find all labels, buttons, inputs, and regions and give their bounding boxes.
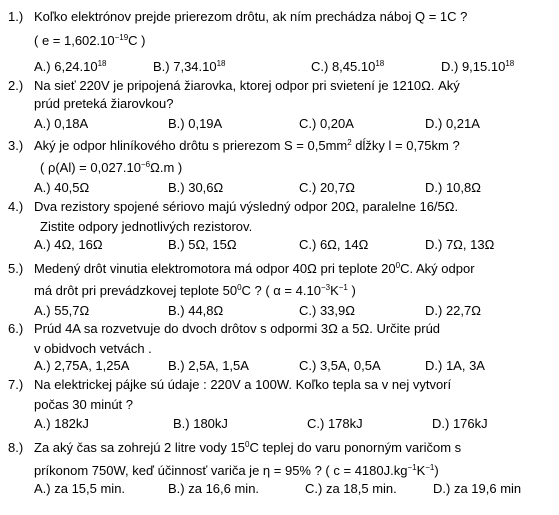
question-text-line xyxy=(34,321,440,337)
text-run: Aký je odpor hliníkového drôtu s prierezom S = 0,5mm xyxy=(34,138,348,153)
superscript: 0 xyxy=(245,440,250,449)
superscript: −1 xyxy=(338,283,348,292)
question-number: 5.) xyxy=(8,261,24,276)
question-number: 8.) xyxy=(8,440,24,455)
answer-option-b[interactable] xyxy=(168,303,223,319)
question-text-line xyxy=(34,341,152,357)
text-run: K xyxy=(416,463,426,478)
answer-option-c[interactable] xyxy=(311,59,384,75)
text-run: A.) 0,18A xyxy=(34,116,89,131)
text-run: C.) 0,20A xyxy=(299,116,354,131)
text-run: B.) 30,6Ω xyxy=(168,180,224,195)
text-run: Dva rezistory spojené sériovo majú výsledný odpor 20Ω, paralelne 16/5Ω. xyxy=(34,199,459,214)
text-run: B.) 0,19A xyxy=(168,116,223,131)
text-run: Za aký čas sa zohrejú 2 litre vody 15 xyxy=(34,440,245,455)
superscript: −1 xyxy=(425,463,435,472)
text-run: Ω.m ) xyxy=(150,160,183,175)
question-text-line xyxy=(34,397,133,413)
superscript: −19 xyxy=(114,33,129,42)
text-run: dĺžky l = 0,75km ? xyxy=(351,138,460,153)
answer-option-d[interactable] xyxy=(425,116,480,132)
text-run: K xyxy=(330,283,339,298)
text-run: B.) 180kJ xyxy=(173,416,228,431)
answer-option-b[interactable] xyxy=(168,116,222,132)
answer-option-c[interactable] xyxy=(299,358,381,374)
text-run: B.) 7,34.10 xyxy=(153,59,217,74)
superscript: 18 xyxy=(375,59,385,68)
text-run: C.) 20,7Ω xyxy=(299,180,355,195)
text-run: ( e = 1,602.10 xyxy=(34,33,115,48)
text-run: ( ρ(Al) = 0,027.10 xyxy=(40,160,141,175)
text-run: D.) 9,15.10 xyxy=(441,59,506,74)
answer-option-d[interactable] xyxy=(425,237,494,253)
text-run: A.) 6,24.10 xyxy=(34,59,98,74)
question-number: 6.) xyxy=(8,321,24,336)
answer-option-c[interactable] xyxy=(299,303,355,319)
answer-option-c[interactable] xyxy=(305,481,397,497)
text-run: C ? ( α = 4.10 xyxy=(241,283,321,298)
question-number: 7.) xyxy=(8,377,24,392)
superscript: 0 xyxy=(237,283,242,292)
text-run: má drôt pri prevádzkovej teplote 50 xyxy=(34,283,238,298)
text-run: C.) za 18,5 min. xyxy=(305,481,397,496)
text-run: ) xyxy=(347,283,356,298)
answer-option-d[interactable] xyxy=(441,59,514,75)
question-number: 1.) xyxy=(8,9,24,24)
answer-option-a[interactable] xyxy=(34,116,88,132)
answer-option-d[interactable] xyxy=(425,358,485,374)
text-run: Medený drôt vinutia elektromotora má odpor 40Ω pri teplote 20 xyxy=(34,261,396,276)
answer-option-c[interactable] xyxy=(299,116,354,132)
text-run: prúd preteká žiarovkou? xyxy=(34,96,174,111)
text-run: Prúd 4A sa rozvetvuje do dvoch drôtov s odpormi 3Ω a 5Ω. Určite prúd xyxy=(34,321,441,336)
text-run: C.) 8,45.10 xyxy=(311,59,376,74)
answer-option-a[interactable] xyxy=(34,416,89,432)
text-run: A.) 55,7Ω xyxy=(34,303,90,318)
text-run: C.) 33,9Ω xyxy=(299,303,355,318)
text-run: D.) za 19,6 min xyxy=(433,481,522,496)
text-run: C.) 3,5A, 0,5A xyxy=(299,358,381,373)
superscript: 18 xyxy=(216,59,226,68)
answer-option-d[interactable] xyxy=(433,481,521,497)
question-number: 2.) xyxy=(8,78,24,93)
text-run: D.) 22,7Ω xyxy=(425,303,481,318)
answer-option-a[interactable] xyxy=(34,237,103,253)
answer-option-a[interactable] xyxy=(34,358,129,374)
superscript: −6 xyxy=(140,160,151,169)
question-text-line xyxy=(34,96,173,112)
question-text-line xyxy=(34,138,460,154)
superscript: 18 xyxy=(97,59,107,68)
answer-option-b[interactable] xyxy=(168,481,259,497)
text-run: A.) 40,5Ω xyxy=(34,180,90,195)
answer-option-a[interactable] xyxy=(34,303,89,319)
text-run: D.) 10,8Ω xyxy=(425,180,481,195)
answer-option-b[interactable] xyxy=(153,59,226,75)
text-run: Na elektrickej pájke sú údaje : 220V a 100W. Koľko tepla sa v nej vytvorí xyxy=(34,377,452,392)
text-run: C.) 6Ω, 14Ω xyxy=(299,237,369,252)
text-run: B.) 2,5A, 1,5A xyxy=(168,358,249,373)
text-run: C ) xyxy=(128,33,146,48)
answer-option-b[interactable] xyxy=(168,180,223,196)
text-run: B.) 5Ω, 15Ω xyxy=(168,237,237,252)
text-run: ) xyxy=(434,463,439,478)
answer-option-d[interactable] xyxy=(425,303,481,319)
text-run: A.) za 15,5 min. xyxy=(34,481,126,496)
question-text-line xyxy=(34,199,458,215)
question-text-line xyxy=(34,283,356,299)
superscript: 18 xyxy=(505,59,515,68)
answer-option-a[interactable] xyxy=(34,481,125,497)
text-run: D.) 1A, 3A xyxy=(425,358,485,373)
question-text-line xyxy=(40,160,182,176)
text-run: B.) za 16,6 min. xyxy=(168,481,260,496)
answer-option-b[interactable] xyxy=(168,237,237,253)
text-run: D.) 176kJ xyxy=(432,416,488,431)
superscript: −1 xyxy=(407,463,417,472)
text-run: príkonom 750W, keď účinnosť variča je η = 95% ? ( c = 4180J.kg xyxy=(34,463,408,478)
text-run: Zistite odpory jednotlivých rezistorov. xyxy=(40,219,253,234)
superscript: −3 xyxy=(320,283,331,292)
text-run: D.) 7Ω, 13Ω xyxy=(425,237,495,252)
answer-option-a[interactable] xyxy=(34,180,89,196)
question-text-line xyxy=(34,440,461,456)
text-run: C teplej do varu ponorným varičom s xyxy=(249,440,462,455)
text-run: v obidvoch vetvách . xyxy=(34,341,152,356)
text-run: C. Aký odpor xyxy=(400,261,475,276)
answer-option-d[interactable] xyxy=(425,180,481,196)
superscript: 0 xyxy=(395,261,401,270)
answer-option-d[interactable] xyxy=(432,416,488,432)
answer-option-b[interactable] xyxy=(173,416,228,432)
text-run: C.) 178kJ xyxy=(307,416,363,431)
text-run: B.) 44,8Ω xyxy=(168,303,224,318)
answer-option-c[interactable] xyxy=(307,416,363,432)
superscript: 2 xyxy=(347,138,352,147)
question-text-line xyxy=(34,78,460,94)
text-run: počas 30 minút ? xyxy=(34,397,134,412)
text-run: D.) 0,21A xyxy=(425,116,480,131)
question-text-line xyxy=(34,9,467,25)
question-number: 4.) xyxy=(8,199,24,214)
question-text-line xyxy=(34,33,146,49)
question-text-line xyxy=(34,377,451,393)
answer-option-b[interactable] xyxy=(168,358,249,374)
answer-option-c[interactable] xyxy=(299,237,368,253)
text-run: A.) 182kJ xyxy=(34,416,89,431)
answer-option-c[interactable] xyxy=(299,180,355,196)
text-run: A.) 2,75A, 1,25A xyxy=(34,358,130,373)
question-text-line xyxy=(40,219,252,235)
question-text-line xyxy=(34,261,475,277)
text-run: A.) 4Ω, 16Ω xyxy=(34,237,103,252)
question-number: 3.) xyxy=(8,138,24,153)
text-run: Koľko elektrónov prejde prierezom drôtu, ak ním prechádza náboj Q = 1C ? xyxy=(34,9,468,24)
text-run: Na sieť 220V je pripojená žiarovka, ktorej odpor pri svietení je 1210Ω. Aký xyxy=(34,78,460,93)
question-text-line xyxy=(34,463,439,479)
answer-option-a[interactable] xyxy=(34,59,107,75)
